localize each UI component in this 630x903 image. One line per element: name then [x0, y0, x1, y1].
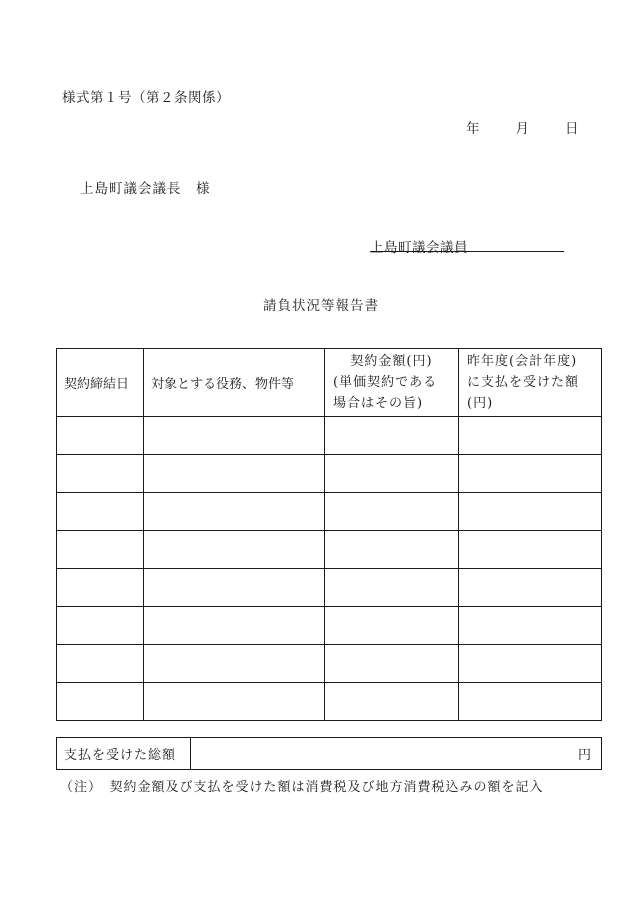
- table-row: [57, 531, 602, 569]
- header-subject: 対象とする役務、物件等: [144, 349, 325, 417]
- header-amount-line2: (単価契約である: [333, 375, 438, 390]
- sender-name-line[interactable]: [370, 251, 564, 252]
- header-amount-line3: 場合はその旨): [333, 396, 424, 411]
- date-month-label: 月: [515, 121, 529, 137]
- cell-subject[interactable]: [144, 493, 325, 531]
- cell-subject[interactable]: [144, 569, 325, 607]
- table-row: [57, 455, 602, 493]
- header-paid-line2: に支払を受けた額: [467, 375, 580, 390]
- form-number: 様式第１号（第２条関係）: [62, 90, 230, 106]
- cell-amount[interactable]: [325, 569, 459, 607]
- header-paid-line3: (円): [467, 396, 494, 411]
- cell-contract-date[interactable]: [57, 569, 144, 607]
- cell-contract-date[interactable]: [57, 417, 144, 455]
- cell-subject[interactable]: [144, 417, 325, 455]
- cell-paid-last-year[interactable]: [459, 569, 602, 607]
- document-title: 請負状況等報告書: [263, 298, 379, 314]
- date-day-label: 日: [565, 121, 579, 137]
- footnote: （注） 契約金額及び支払を受けた額は消費税及び地方消費税込みの額を記入: [60, 780, 544, 795]
- cell-subject[interactable]: [144, 683, 325, 721]
- table-row: [57, 569, 602, 607]
- header-paid-last-year: [459, 349, 602, 417]
- cell-subject[interactable]: [144, 645, 325, 683]
- cell-paid-last-year[interactable]: [459, 455, 602, 493]
- cell-contract-date[interactable]: [57, 531, 144, 569]
- total-label: 支払を受けた総額: [57, 738, 191, 770]
- cell-contract-date[interactable]: [57, 455, 144, 493]
- header-amount: [325, 349, 459, 417]
- header-paid-line1: 昨年度(会計年度): [467, 354, 578, 369]
- total-amount-field[interactable]: [191, 738, 602, 770]
- table-row: [57, 683, 602, 721]
- total-unit: 円: [577, 748, 591, 763]
- table-row: [57, 417, 602, 455]
- table-row: [57, 607, 602, 645]
- header-contract-date: 契約締結日: [57, 349, 144, 417]
- table-body: [57, 417, 602, 721]
- cell-amount[interactable]: [325, 531, 459, 569]
- cell-subject[interactable]: [144, 607, 325, 645]
- cell-paid-last-year[interactable]: [459, 645, 602, 683]
- cell-paid-last-year[interactable]: [459, 493, 602, 531]
- cell-subject[interactable]: [144, 455, 325, 493]
- total-row: [57, 738, 602, 770]
- cell-amount[interactable]: [325, 645, 459, 683]
- header-amount-line1: 契約金額(円): [350, 354, 433, 369]
- cell-contract-date[interactable]: [57, 493, 144, 531]
- addressee: 上島町議会議長 様: [80, 181, 211, 197]
- cell-amount[interactable]: [325, 493, 459, 531]
- table-header-row: [57, 349, 602, 417]
- cell-paid-last-year[interactable]: [459, 417, 602, 455]
- report-table: [56, 348, 602, 721]
- cell-subject[interactable]: [144, 531, 325, 569]
- table-row: [57, 645, 602, 683]
- cell-amount[interactable]: [325, 455, 459, 493]
- cell-amount[interactable]: [325, 417, 459, 455]
- date-line: [466, 117, 579, 137]
- cell-paid-last-year[interactable]: [459, 607, 602, 645]
- date-year-label: 年: [466, 121, 480, 137]
- cell-paid-last-year[interactable]: [459, 531, 602, 569]
- cell-contract-date[interactable]: [57, 607, 144, 645]
- cell-amount[interactable]: [325, 683, 459, 721]
- table-row: [57, 493, 602, 531]
- sender-label: 上島町議会議員: [370, 240, 468, 256]
- total-table: [56, 737, 602, 770]
- cell-contract-date[interactable]: [57, 683, 144, 721]
- cell-contract-date[interactable]: [57, 645, 144, 683]
- cell-paid-last-year[interactable]: [459, 683, 602, 721]
- cell-amount[interactable]: [325, 607, 459, 645]
